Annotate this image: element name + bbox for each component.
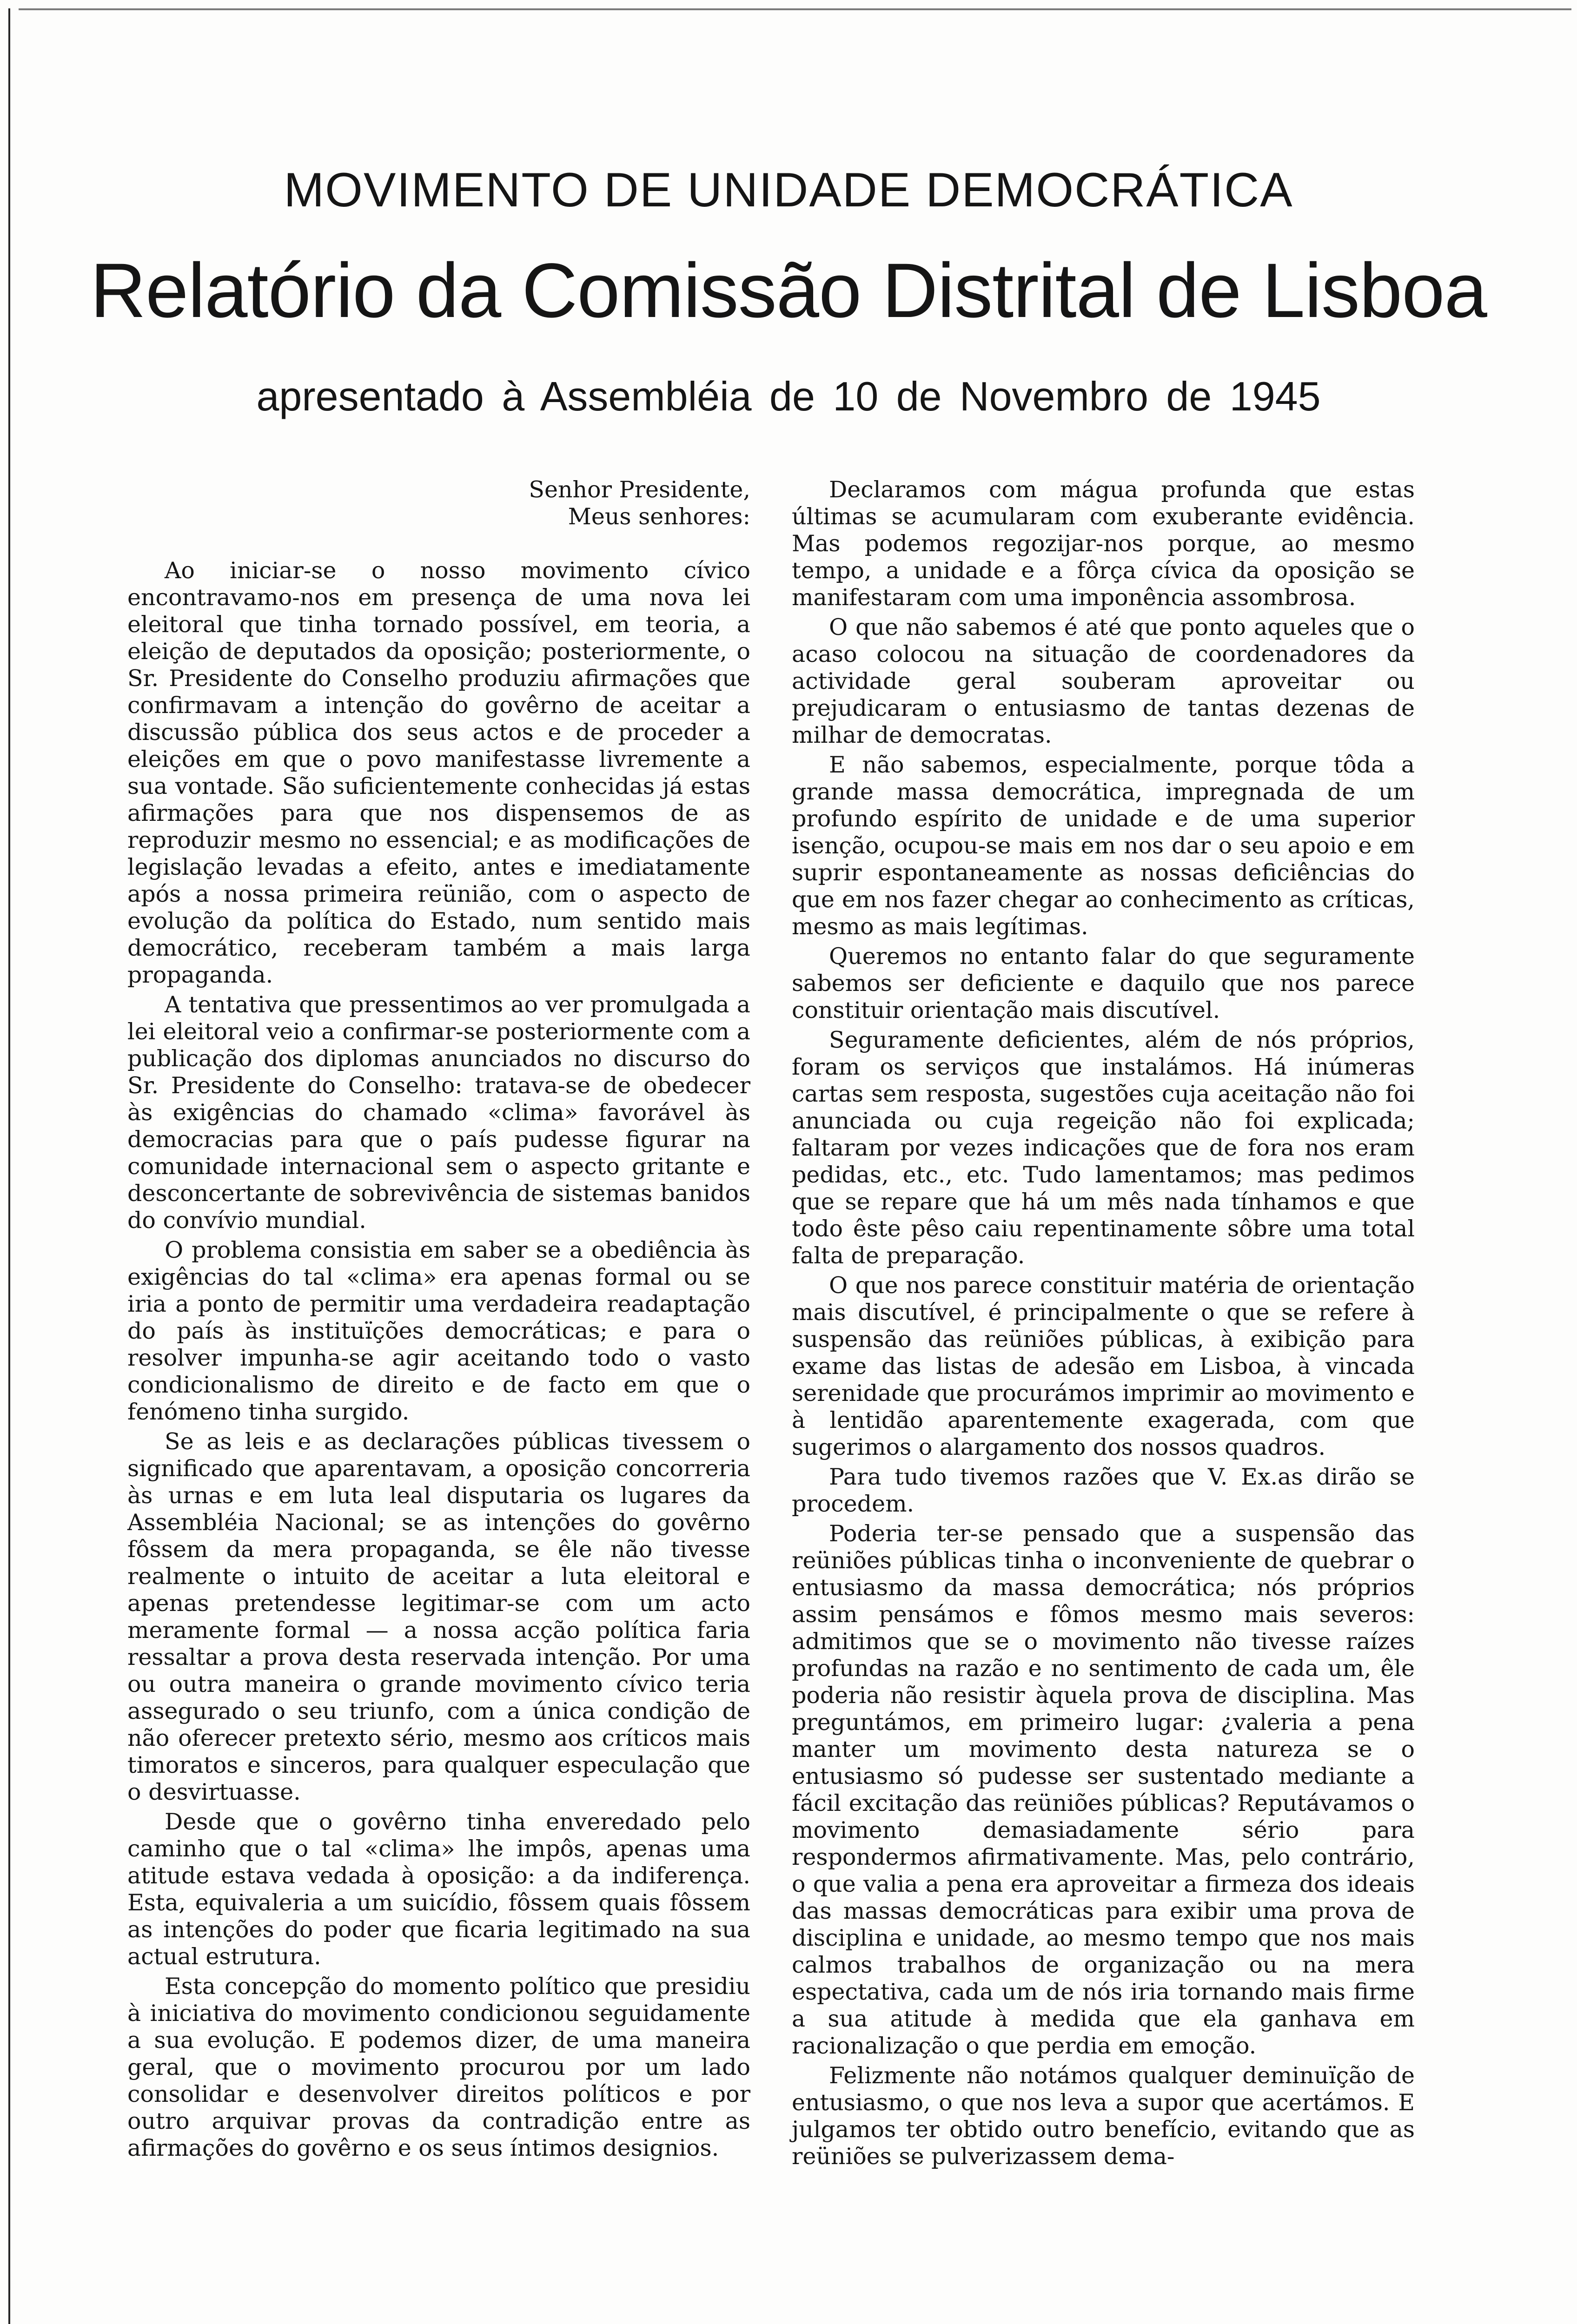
- salutation-line-2: Meus senhores:: [568, 503, 750, 530]
- paragraph: Para tudo tivemos razões que V. Ex.as dirão se procedem.: [792, 1464, 1415, 1517]
- salutation: [127, 476, 750, 530]
- paragraph: O que nos parece constituir matéria de orientação mais discutível, é principalmente o que se refere à suspensão das reüniões públicas, à exibição para exame das listas de adesão em Lisboa, à vincada serenidade que procurámos imprimir ao movimento e à lentidão aparentemente exagerada, com que sugerimos o alargamento dos nossos quadros.: [792, 1272, 1415, 1460]
- paragraph: E não sabemos, especialmente, porque tôda a grande massa democrática, impregnada de um profundo espírito de unidade e de uma superior isenção, ocupou-se mais em nos dar o seu apoio e em suprir espontaneamente as nossas deficiências do que em nos fazer chegar ao conhecimento as críticas, mesmo as mais legítimas.: [792, 752, 1415, 940]
- paragraph: A tentativa que pressentimos ao ver promulgada a lei eleitoral veio a confirmar-se posteriormente com a publicação dos diplomas anunciados no discurso do Sr. Presidente do Conselho: tratava-se de obedecer às exigências do chamado «clima» favorável às democracias para que o país pudesse figurar na comunidade internacional sem o aspecto gritante e desconcertante de sobrevivência de sistemas banidos do convívio mundial.: [127, 991, 750, 1234]
- left-border-line: [8, 8, 10, 2324]
- report-title: Relatório da Comissão Distrital de Lisboa: [90, 248, 1487, 334]
- report-subtitle: apresentado à Assembléia de 10 de Novembro de 1945: [256, 373, 1321, 419]
- paragraph: Poderia ter-se pensado que a suspensão das reüniões públicas tinha o inconveniente de quebrar o entusiasmo da massa democrática; nós próprios assim pensámos e fômos mesmo mais severos: admitimos que se o movimento não tivesse raízes profundas na razão e no sentimento de cada um, êle poderia não resistir àquela prova de disciplina. Mas preguntámos, em primeiro lugar: ¿valeria a pena manter um movimento desta natureza se o entusiasmo só pudesse ser sustentado mediante a fácil excitação das reüniões públicas? Reputávamos o movimento demasiadamente sério para respondermos afirmativamente. Mas, pelo contrário, o que valia a pena era aproveitar a firmeza dos ideais das massas democráticas para exibir uma prova de disciplina e unidade, ao mesmo tempo que nos mais calmos trabalhos de organização ou na mera espectativa, cada um de nós iria tornando mais firme a sua atitude à medida que ela ganhava em racionalização o que perdia em emoção.: [792, 1520, 1415, 2059]
- organization-heading: MOVIMENTO DE UNIDADE DEMOCRÁTICA: [284, 163, 1293, 217]
- paragraph: Se as leis e as declarações públicas tivessem o significado que aparentavam, a oposição concorreria às urnas e em luta leal disputaria os lugares da Assembléia Nacional; se as intenções do govêrno fôssem da mera propaganda, se êle não tivesse realmente o intuito de aceitar a luta eleitoral e apenas pretendesse legitimar-se com um acto meramente formal — a nossa acção política faria ressaltar a prova desta reservada intenção. Por uma ou outra maneira o grande movimento cívico teria assegurado o seu triunfo, com a única condição de não oferecer pretexto sério, mesmo aos críticos mais timoratos e sinceros, para qualquer especulação que o desvirtuasse.: [127, 1428, 750, 1805]
- left-column: [127, 476, 750, 2165]
- paragraph: O problema consistia em saber se a obediência às exigências do tal «clima» era apenas formal ou se iria a ponto de permitir uma verdadeira readaptação do país às instituïções democráticas; e para o resolver impunha-se agir aceitando todo o vasto condicionalismo de direito e de facto em que o fenómeno tinha surgido.: [127, 1237, 750, 1425]
- paragraph: O que não sabemos é até que ponto aqueles que o acaso colocou na situação de coordenadores da actividade geral souberam aproveitar ou prejudicaram o entusiasmo de tantas dezenas de milhar de democratas.: [792, 614, 1415, 748]
- paragraph: Felizmente não notámos qualquer deminuïção de entusiasmo, o que nos leva a supor que acertámos. E julgamos ter obtido outro benefício, evitando que as reüniões se pulverizassem dema-: [792, 2062, 1415, 2170]
- paragraph: Declaramos com mágua profunda que estas últimas se acumularam com exuberante evidência. Mas podemos regozijar-nos porque, ao mesmo tempo, a unidade e a fôrça cívica da oposição se manifestaram com uma imponência assombrosa.: [792, 476, 1415, 611]
- salutation-line-1: Senhor Presidente,: [529, 476, 750, 503]
- right-column: [792, 476, 1415, 2173]
- paragraph: Queremos no entanto falar do que seguramente sabemos ser deficiente e daquilo que nos parece constituir orientação mais discutível.: [792, 943, 1415, 1023]
- paragraph: Seguramente deficientes, além de nós próprios, foram os serviços que instalámos. Há inúmeras cartas sem resposta, sugestões cuja aceitação não foi anunciada ou cuja regeição não foi explicada; faltaram por vezes indicações que de fora nos eram pedidas, etc., etc. Tudo lamentamos; mas pedimos que se repare que há um mês nada tínhamos e que todo êste pêso caiu repentinamente sôbre uma total falta de preparação.: [792, 1027, 1415, 1269]
- paragraph: Esta concepção do momento político que presidiu à iniciativa do movimento condicionou seguidamente a sua evolução. E podemos dizer, de uma maneira geral, que o movimento procurou por um lado consolidar e desenvolver direitos políticos e por outro arquivar provas da contradição entre as afirmações do govêrno e os seus íntimos designios.: [127, 1973, 750, 2161]
- top-border-line: [19, 8, 1571, 10]
- paragraph: Ao iniciar-se o nosso movimento cívico encontravamo-nos em presença de uma nova lei eleitoral que tinha tornado possível, em teoria, a eleição de deputados da oposição; posteriormente, o Sr. Presidente do Conselho produziu afirmações que confirmavam a intenção do govêrno de aceitar a discussão pública dos seus actos e de proceder a eleições em que o povo manifestasse livremente a sua vontade. São suficientemente conhecidas já estas afirmações para que nos dispensemos de as reproduzir mesmo no essencial; e as modificações de legislação levadas a efeito, antes e imediatamente após a nossa primeira reünião, com o aspecto de evolução da política do Estado, num sentido mais democrático, receberam também a mais larga propaganda.: [127, 557, 750, 988]
- paragraph: Desde que o govêrno tinha enveredado pelo caminho que o tal «clima» lhe impôs, apenas uma atitude estava vedada à oposição: a da indiferença. Esta, equivaleria a um suicídio, fôssem quais fôssem as intenções do poder que ficaria legitimado na sua actual estrutura.: [127, 1809, 750, 1970]
